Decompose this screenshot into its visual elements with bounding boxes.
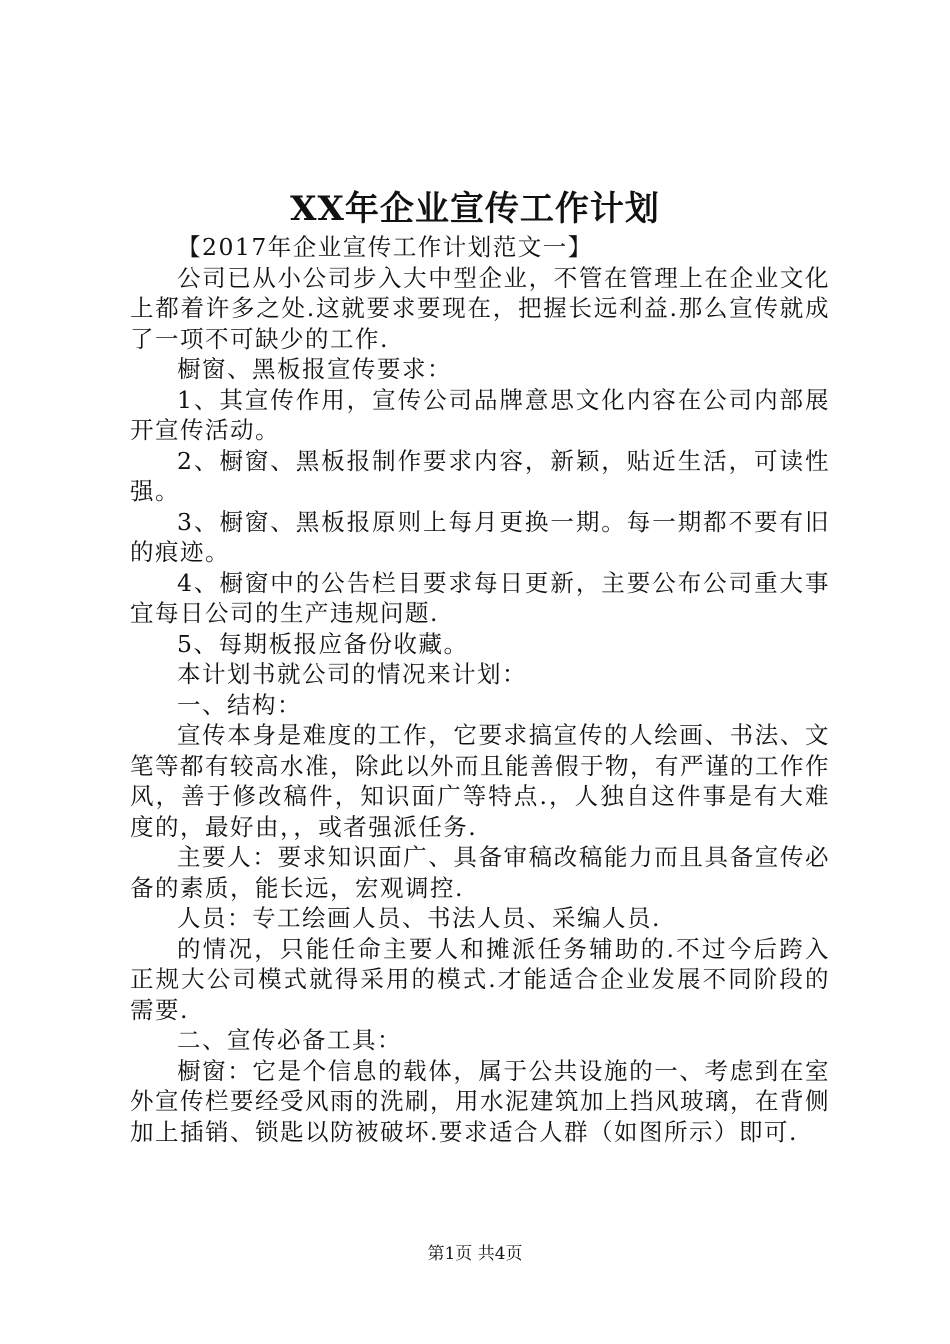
paragraph: 公司已从小公司步入大中型企业，不管在管理上在企业文化上都着许多之处.这就要求要现在，把握长远利益.那么宣传就成了一项不可缺少的工作. <box>130 263 830 353</box>
section-heading: 一、结构： <box>177 690 302 719</box>
paragraph: 5、每期板报应备份收藏。 <box>177 629 469 658</box>
paragraph: 橱窗、黑板报宣传要求： <box>177 355 452 383</box>
paragraph: 橱窗：它是个信息的载体，属于公共设施的一、考虑到在室外宣传栏要经受风雨的洗刷，用水泥建筑加上挡风玻璃，在背侧加上插销、锁匙以防被破坏.要求适合人群（如图所示）即可. <box>130 1056 830 1146</box>
paragraph: 3、橱窗、黑板报原则上每月更换一期。每一期都不要有旧的痕迹。 <box>130 507 830 566</box>
document-title: XX年企业宣传工作计划 <box>290 189 660 229</box>
section-heading: 二、宣传必备工具： <box>177 1026 402 1054</box>
document-body <box>130 232 830 1147</box>
paragraph: 的情况，只能任命主要人和摊派任务辅助的.不过今后跨入正规大公司模式就得采用的模式.才能适合企业发展不同阶段的需要. <box>130 934 830 1024</box>
paragraph: 本计划书就公司的情况来计划： <box>177 660 527 688</box>
paragraph: 1、其宣传作用，宣传公司品牌意思文化内容在公司内部展开宣传活动。 <box>130 385 830 444</box>
page-footer: 第1页 共4页 <box>427 1244 523 1264</box>
paragraph: 主要人：要求知识面广、具备审稿改稿能力而且具备宣传必备的素质，能长远，宏观调控. <box>130 843 830 902</box>
paragraph: 人员：专工绘画人员、书法人员、采编人员. <box>177 904 661 932</box>
paragraph: 4、橱窗中的公告栏目要求每日更新，主要公布公司重大事宜每日公司的生产违规问题. <box>130 568 830 627</box>
paragraph: 【2017年企业宣传工作计划范文一】 <box>177 233 593 261</box>
paragraph: 宣传本身是难度的工作，它要求搞宣传的人绘画、书法、文笔等都有较高水准，除此以外而且能善假于物，有严谨的工作作风，善于修改稿件，知识面广等特点.，人独自这件事是有大难度的，最好由，，或者强派任务. <box>130 721 830 841</box>
paragraph: 2、橱窗、黑板报制作要求内容，新颖，贴近生活，可读性强。 <box>130 446 830 505</box>
